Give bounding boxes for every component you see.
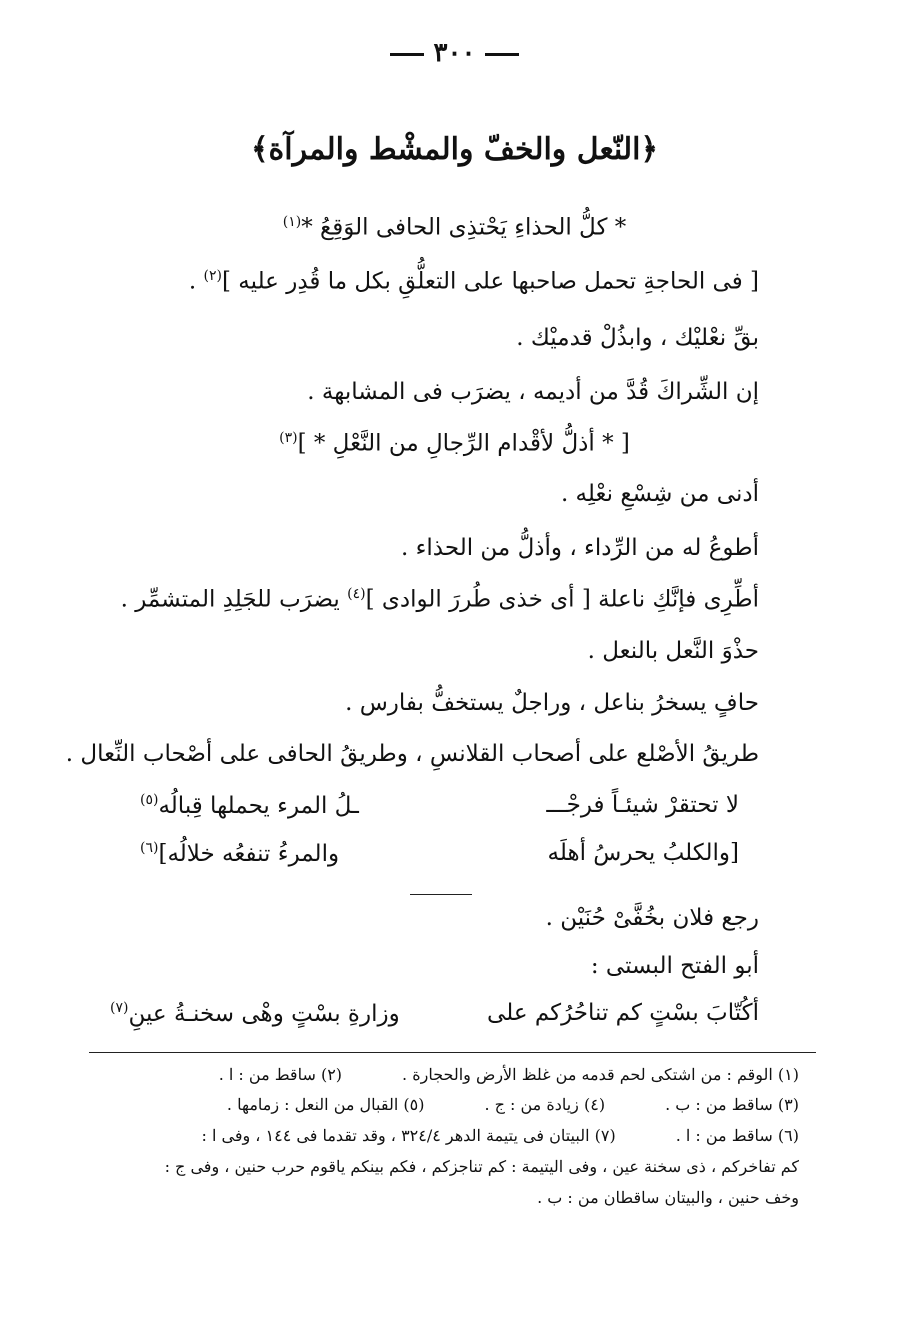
verse-hemistich-second: ـلُ المرء يحملها قِبالُه(٥) xyxy=(140,792,359,819)
footnote-ref: (٤) xyxy=(347,586,366,602)
footnote-ref: (٦) xyxy=(140,840,159,856)
proverb-line: * كلُّ الحذاءِ يَحْتذِى الحافى الوَقِعُ *$^{(١)}$ xyxy=(282,214,627,241)
footnote-row xyxy=(90,1065,799,1084)
footnote-row: وخف حنين ، والبيتان ساقطان من : ب . xyxy=(537,1188,799,1207)
verse-hemistich-first: [والكلبُ يحرسُ أهلَه xyxy=(547,840,739,866)
verse-line xyxy=(140,840,739,867)
footnote-ref: (١) xyxy=(282,214,302,230)
proverb-line: أطوعُ له من الرِّداء ، وأذلُّ من الحذاء . xyxy=(400,535,759,561)
proverb-line: أدنى من شِسْعِ نعْلِه . xyxy=(560,481,759,507)
verse-hemistich-first: لا تحتقرْ شيئـاً فرجْـــ xyxy=(546,792,739,818)
footnote: (٢) ساقط من : ا . xyxy=(218,1065,343,1084)
verse-hemistich-second: والمرءُ تنفعُه خلالُه](٦) xyxy=(140,840,340,867)
footnote: (٥) القبال من النعل : زمامها . xyxy=(226,1095,425,1114)
footnote: (١) الوقم : من اشتكى لحم قدمه من غلظ الأرض والحجارة . xyxy=(402,1065,799,1084)
proverb-line: طريقُ الأصْلع على أصحاب القلانسِ ، وطريقُ الحافى على أصْحاب النِّعال . xyxy=(65,741,759,767)
proverb-line: بقِّ نعْليْك ، وابذُلْ قدميْك . xyxy=(516,325,759,351)
proverb-line: أطِّرِى فإنَّكِ ناعلة [ أى خذى طُررَ الوادى ]$^{(٤)}$ يضرَب للجَلِدِ المتشمِّر . xyxy=(120,586,759,613)
proverb-line: إن الشِّراكَ قُدَّ من أديمه ، يضرَب فى المشابهة . xyxy=(307,379,759,405)
footnote-row xyxy=(90,1095,799,1114)
poet-attribution: أبو الفتح البستى : xyxy=(590,953,759,979)
proverb-line: [ فى الحاجةِ تحمل صاحبها على التعلُّقِ بكل ما قُدِر عليه ]$^{(٢)}$ . xyxy=(188,268,759,295)
proverb-line: رجع فلان بخُفَّىْ حُنَيْن . xyxy=(545,905,759,931)
page-number-dash xyxy=(390,53,424,56)
footnote-ref: (٧) xyxy=(110,1000,129,1016)
page-number-text: ٣٠٠ xyxy=(433,38,476,68)
footnote-row: كم تفاخركم ، ذى سخنة عين ، وفى اليتيمة : كم تناجزكم ، فكم بينكم ياقوم حرب حنين ، وفى ج : xyxy=(164,1157,799,1176)
section-heading: ﴿النّعل والخفّ والمشْط والمرآة﴾ xyxy=(250,132,659,167)
footnote: (٦) ساقط من : ا . xyxy=(675,1126,799,1145)
verse-separator xyxy=(410,894,472,895)
verse-line xyxy=(140,792,739,819)
footnote-ref: (٢) xyxy=(203,268,223,284)
page-number xyxy=(0,38,909,68)
verse-hemistich-second: وزارةِ بسْتٍ وهْى سخنـةُ عينِ(٧) xyxy=(110,1000,400,1027)
proverb-line: [ * أذلُّ لأقْدام الرِّجالِ من النَّعْلِ * ]$^{(٣)}$ xyxy=(279,430,630,457)
verse-hemistich-first: أكُتّابَ بسْتٍ كم تناحُرُكم على xyxy=(487,1000,759,1026)
footnote-ref: (٣) xyxy=(279,430,298,446)
footnote-ref: (٥) xyxy=(140,792,159,808)
footnote-row xyxy=(90,1126,799,1145)
footnote: (٤) زيادة من : ج . xyxy=(484,1095,606,1114)
footnote: (٣) ساقط من : ب . xyxy=(665,1095,799,1114)
footnote-rule xyxy=(89,1052,816,1053)
page-number-dash xyxy=(485,53,519,56)
footnote: (٧) البيتان فى يتيمة الدهر ٣٢٤/٤ ، وقد تقدما فى ١٤٤ ، وفى ا : xyxy=(201,1126,616,1145)
proverb-line: حذْوَ النَّعل بالنعل . xyxy=(587,638,759,664)
proverb-line: حافٍ يسخرُ بناعل ، وراجلٌ يستخفُّ بفارس . xyxy=(345,690,759,716)
verse-line xyxy=(110,1000,759,1027)
